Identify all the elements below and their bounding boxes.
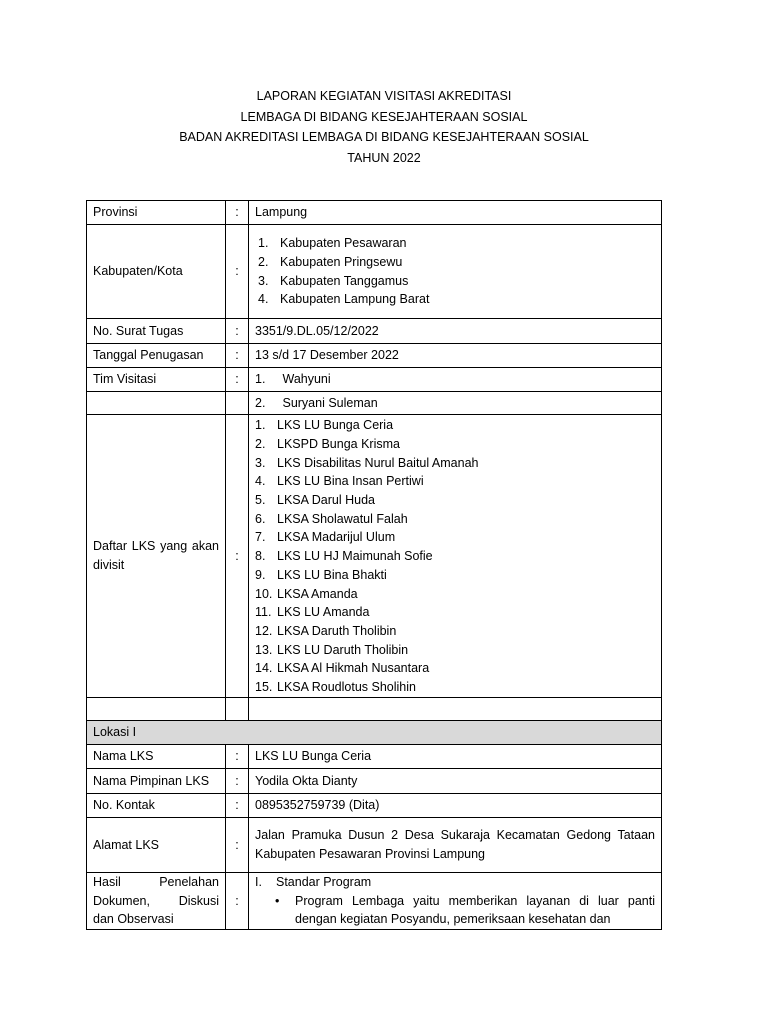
colon: :	[226, 368, 249, 392]
lks-item	[255, 547, 655, 566]
row-surat-tugas	[87, 319, 662, 344]
bullet-icon: •	[275, 893, 280, 908]
lks-item-num: 9.	[255, 567, 266, 582]
kabupaten-item-num: 4.	[258, 292, 269, 307]
value-kabupaten	[249, 225, 662, 319]
colon: :	[226, 745, 249, 769]
lks-item	[255, 603, 655, 622]
report-table	[86, 200, 662, 930]
lks-item-text: LKSA Amanda	[277, 586, 358, 601]
hasil-label-line-1: Hasil Penelahan	[93, 875, 219, 889]
row-alamat	[87, 818, 662, 873]
lks-item-num: 12.	[255, 623, 273, 638]
lks-item-text: LKSA Roudlotus Sholihin	[277, 680, 416, 695]
title-line-4: TAHUN 2022	[347, 150, 421, 165]
row-provinsi	[87, 201, 662, 225]
lks-item-text: LKSA Darul Huda	[277, 493, 375, 508]
lks-item	[255, 528, 655, 547]
label-kontak: No. Kontak	[87, 794, 226, 818]
colon: :	[226, 818, 249, 873]
value-daftar-lks	[249, 415, 662, 698]
label-daftar-lks	[87, 415, 226, 698]
lks-item-num: 5.	[255, 493, 266, 508]
label-surat-tugas: No. Surat Tugas	[87, 319, 226, 344]
lks-item-num: 1.	[255, 418, 266, 433]
row-tim-visitasi-2	[87, 392, 662, 415]
lks-item	[255, 454, 655, 473]
lks-item-text: LKSA Madarijul Ulum	[277, 530, 396, 545]
lks-item-num: 2.	[255, 436, 266, 451]
empty-cell	[87, 698, 226, 721]
lks-item	[255, 510, 655, 529]
label-provinsi: Provinsi	[87, 201, 226, 225]
colon: :	[226, 319, 249, 344]
standar-num: I.	[255, 875, 262, 889]
label-nama-lks: Nama LKS	[87, 745, 226, 769]
row-hasil	[87, 873, 662, 930]
lks-item-num: 11.	[255, 605, 272, 620]
colon: :	[226, 794, 249, 818]
empty-cell	[87, 392, 226, 415]
lks-item-text: LKSPD Bunga Krisma	[277, 436, 400, 451]
tim-member-1	[249, 368, 662, 392]
label-hasil	[87, 873, 226, 930]
tim-name: Wahyuni	[282, 372, 331, 387]
label-alamat: Alamat LKS	[87, 818, 226, 873]
lks-item	[255, 622, 655, 641]
kabupaten-item	[258, 234, 655, 253]
lks-item-num: 7.	[255, 530, 266, 545]
lks-item-text: LKS LU Bina Bhakti	[277, 567, 387, 582]
kabupaten-item	[258, 272, 655, 291]
lks-item-text: LKSA Sholawatul Falah	[277, 511, 408, 526]
lks-item-text: LKS LU Daruth Tholibin	[277, 642, 409, 657]
standar-title: Standar Program	[276, 875, 372, 889]
lks-item-text: LKS Disabilitas Nurul Baitul Amanah	[277, 455, 479, 470]
lks-item-num: 15.	[255, 680, 273, 695]
value-surat-tugas: 3351/9.DL.05/12/2022	[249, 319, 662, 344]
daftar-lks-label-text: Daftar LKS yang akan divisit	[93, 539, 219, 572]
lks-item-text: LKSA Daruth Tholibin	[277, 623, 397, 638]
row-nama-lks	[87, 745, 662, 769]
lks-item-text: LKS LU HJ Maimunah Sofie	[277, 549, 433, 564]
kabupaten-item-num: 2.	[258, 254, 269, 269]
title-line-1: LAPORAN KEGIATAN VISITASI AKREDITASI	[256, 89, 512, 103]
colon: :	[226, 225, 249, 319]
lks-item-num: 4.	[255, 474, 266, 489]
kabupaten-item	[258, 253, 655, 272]
hasil-label-line-3: dan Observasi	[93, 912, 174, 927]
hasil-label-line-2: Dokumen, Diskusi	[93, 893, 219, 908]
empty-cell	[249, 698, 662, 721]
colon: :	[226, 201, 249, 225]
lokasi-heading: Lokasi I	[87, 721, 662, 745]
kabupaten-item-text: Kabupaten Lampung Barat	[280, 292, 430, 307]
colon: :	[226, 769, 249, 794]
label-tim: Tim Visitasi	[87, 368, 226, 392]
kabupaten-item-text: Kabupaten Pesawaran	[280, 236, 407, 251]
colon: :	[226, 415, 249, 698]
value-nama-lks: LKS LU Bunga Ceria	[249, 745, 662, 769]
program-bullet	[255, 892, 655, 929]
lks-item	[255, 491, 655, 510]
lks-item-num: 8.	[255, 549, 266, 564]
lks-item	[255, 641, 655, 660]
value-pimpinan: Yodila Okta Dianty	[249, 769, 662, 794]
value-tanggal: 13 s/d 17 Desember 2022	[249, 344, 662, 368]
empty-cell	[226, 392, 249, 415]
label-pimpinan: Nama Pimpinan LKS	[87, 769, 226, 794]
row-kontak	[87, 794, 662, 818]
standar-heading	[255, 873, 655, 892]
tim-num: 2.	[255, 395, 266, 410]
kabupaten-item-text: Kabupaten Pringsewu	[280, 254, 403, 269]
empty-cell	[226, 698, 249, 721]
row-tanggal	[87, 344, 662, 368]
tim-member-2	[249, 392, 662, 415]
value-provinsi: Lampung	[249, 201, 662, 225]
lks-item-text: LKSA Al Hikmah Nusantara	[277, 661, 430, 676]
lks-item-num: 14.	[255, 661, 273, 676]
kabupaten-item-num: 3.	[258, 273, 269, 288]
bullet-text: Program Lembaga yaitu memberikan layanan di luar panti dengan kegiatan Posyandu, pemeriksaan kesehatan dan	[295, 893, 655, 927]
value-kontak: 0895352759739 (Dita)	[249, 794, 662, 818]
row-tim-visitasi	[87, 368, 662, 392]
colon: :	[226, 873, 249, 930]
value-hasil	[249, 873, 662, 930]
colon: :	[226, 344, 249, 368]
title-line-3: BADAN AKREDITASI LEMBAGA DI BIDANG KESEJAHTERAAN SOSIAL	[179, 130, 589, 144]
label-tanggal: Tanggal Penugasan	[87, 344, 226, 368]
report-title	[0, 86, 768, 168]
lks-item	[255, 435, 655, 454]
tim-name: Suryani Suleman	[282, 395, 378, 410]
lks-item-text: LKS LU Amanda	[277, 605, 370, 620]
lks-item	[255, 585, 655, 604]
row-daftar-lks	[87, 415, 662, 698]
lks-item-num: 3.	[255, 455, 266, 470]
lks-list	[255, 416, 655, 697]
value-alamat: Jalan Pramuka Dusun 2 Desa Sukaraja Kecamatan Gedong Tataan Kabupaten Pesawaran Provinsi Lampung	[249, 818, 662, 873]
title-line-2: LEMBAGA DI BIDANG KESEJAHTERAAN SOSIAL	[240, 109, 528, 124]
lks-item-num: 10.	[255, 586, 273, 601]
lks-item-text: LKS LU Bina Insan Pertiwi	[277, 474, 424, 489]
lks-item	[255, 678, 655, 697]
kabupaten-item-text: Kabupaten Tanggamus	[280, 273, 409, 288]
lks-item-num: 6.	[255, 511, 266, 526]
row-lokasi	[87, 721, 662, 745]
row-kabupaten	[87, 225, 662, 319]
lks-item	[255, 416, 655, 435]
row-pimpinan	[87, 769, 662, 794]
tim-num: 1.	[255, 372, 266, 387]
lks-item	[255, 472, 655, 491]
lks-item	[255, 566, 655, 585]
kabupaten-list	[258, 234, 655, 309]
label-kabupaten: Kabupaten/Kota	[87, 225, 226, 319]
lks-item-text: LKS LU Bunga Ceria	[277, 418, 394, 433]
lks-item	[255, 659, 655, 678]
row-empty	[87, 698, 662, 721]
lks-item-num: 13.	[255, 642, 273, 657]
kabupaten-item	[258, 290, 655, 309]
kabupaten-item-num: 1.	[258, 236, 269, 251]
